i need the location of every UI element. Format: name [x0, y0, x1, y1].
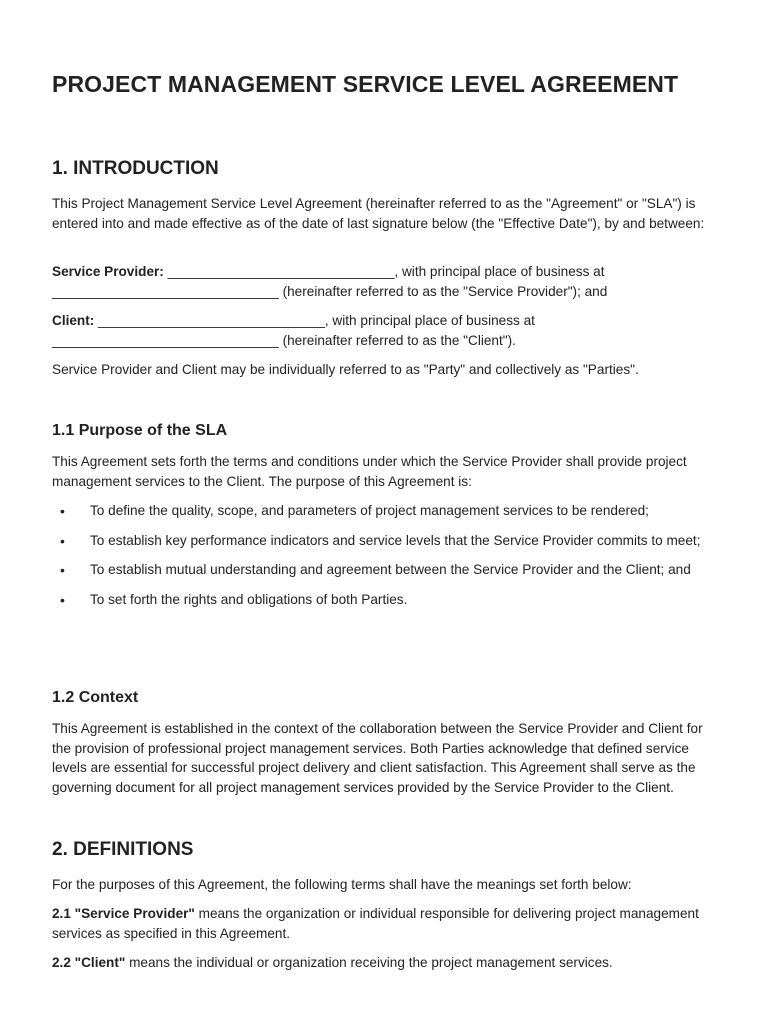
client-label: Client:	[52, 313, 95, 328]
service-provider-label: Service Provider:	[52, 264, 164, 279]
purpose-bullet-list	[52, 501, 718, 609]
bullet-icon: •	[60, 532, 65, 549]
definitions-intro-paragraph: For the purposes of this Agreement, the following terms shall have the meanings set forth below:	[52, 877, 632, 892]
bullet-icon: •	[60, 562, 65, 578]
service-provider-clause	[52, 262, 718, 301]
list-item	[52, 501, 718, 521]
list-item	[52, 531, 718, 551]
bullet-icon: •	[60, 591, 65, 608]
service-provider-text: ______________________________, with principal place of business at ______________________________ (hereinafter referred to as the "Service Provider"); and	[52, 264, 608, 299]
section-heading-definitions: 2. DEFINITIONS	[52, 839, 194, 860]
bullet-text: To set forth the rights and obligations of both Parties.	[90, 591, 408, 607]
document-title: PROJECT MANAGEMENT SERVICE LEVEL AGREEMENT	[52, 71, 679, 97]
definition-term: 2.2 "Client"	[52, 955, 126, 970]
intro-paragraph: This Project Management Service Level Agreement (hereinafter referred to as the "Agreement" or "SLA") is entered into and made effective as of the date of last signature below (the "Effective Date"), by and between:	[52, 196, 705, 231]
context-paragraph: This Agreement is established in the context of the collaboration between the Service Provider and Client for the provision of professional project management services. Both Parties acknowledge that defined service levels are essential for successful project delivery and client satisfaction. This Agreement shall serve as the governing document for all project management services provided by the Service Provider to the Client.	[52, 721, 703, 795]
section-heading-introduction: 1. INTRODUCTION	[52, 158, 219, 179]
bullet-text: To establish mutual understanding and agreement between the Service Provider and the Client; and	[90, 562, 691, 577]
parties-paragraph: Service Provider and Client may be individually referred to as "Party" and collectively as "Parties".	[52, 362, 639, 377]
definition-service-provider	[52, 904, 718, 943]
bullet-text: To define the quality, scope, and parameters of project management services to be rendered;	[90, 503, 649, 518]
definition-text: means the individual or organization receiving the project management services.	[125, 955, 613, 970]
list-item	[52, 560, 718, 580]
definition-client	[52, 953, 718, 973]
bullet-icon: •	[60, 503, 65, 519]
client-clause	[52, 311, 718, 350]
section-heading-context: 1.2 Context	[52, 689, 139, 706]
list-item	[52, 590, 718, 610]
purpose-paragraph: This Agreement sets forth the terms and conditions under which the Service Provider shall provide project management services to the Client. The purpose of this Agreement is:	[52, 454, 687, 489]
section-heading-purpose: 1.1 Purpose of the SLA	[52, 422, 228, 439]
definition-term: 2.1 "Service Provider"	[52, 906, 195, 921]
definition-text: means the organization or individual responsible for delivering project management services as specified in this Agreement.	[52, 906, 699, 941]
bullet-text: To establish key performance indicators and service levels that the Service Provider commits to meet;	[90, 532, 701, 548]
client-text: ______________________________, with principal place of business at ______________________________ (hereinafter referred to as the "Client").	[52, 313, 535, 348]
